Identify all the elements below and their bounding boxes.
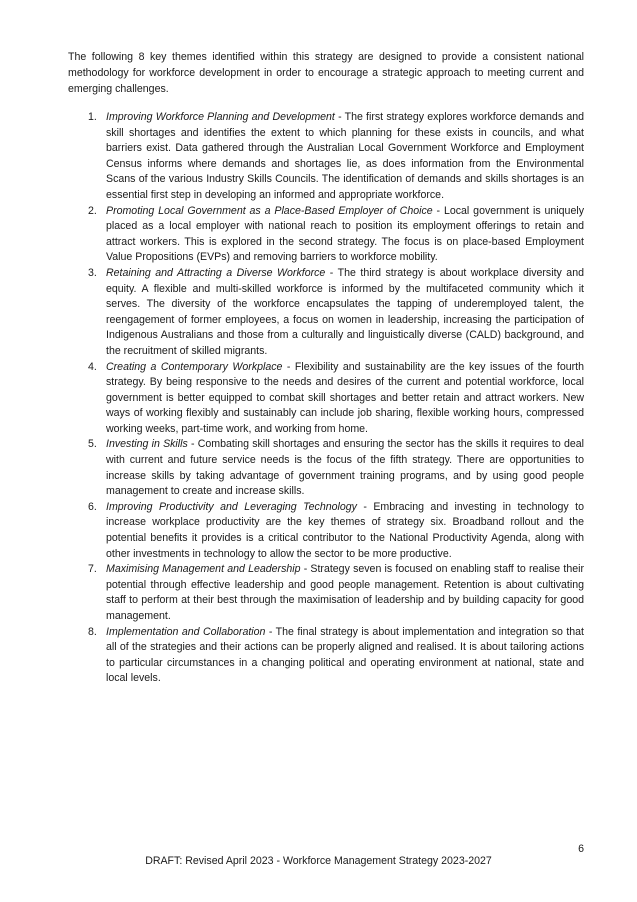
list-item-text: - Combating skill shortages and ensuring the sector has the skills it requires to deal with current and future service needs is the focus of the fifth strategy. There are opportunities to increase skills by taking advantage of government training programs, and by using good people management to create and increase skills.	[106, 438, 584, 498]
list-item-text: - Local government is uniquely placed as a local employer with national reach to position its employment offerings to retain and attract workers. This is explored in the second strategy. The focus is on place-based Employment Value Propositions (EVPs) and removing barriers to workforce mobility.	[106, 204, 584, 264]
list-item-text: - Flexibility and sustainability are the key issues of the fourth strategy. By being responsive to the needs and desires of the current and potential workforce, local government is better equipped to combat skill shortages and better retain and attract workers. New ways of working flexibly and sustainably can include job sharing, flexible working hours, compressed working weeks, part-time work, and working from home.	[106, 360, 584, 435]
list-item	[68, 360, 584, 438]
list-item	[68, 562, 584, 624]
list-item-title: Improving Workforce Planning and Development	[106, 111, 335, 123]
list-item	[68, 437, 584, 499]
page-number: 6	[578, 843, 584, 855]
document-page	[68, 49, 584, 687]
list-item-number: 2.	[88, 204, 97, 217]
list-item	[68, 266, 584, 360]
list-item-title: Maximising Management and Leadership	[106, 563, 301, 576]
list-item-text: - Strategy seven is focused on enabling staff to realise their potential through effective leadership and good people management. Retention is about cultivating staff to perform at their best through the maximisation of leadership and by building capacity for good management.	[106, 563, 584, 622]
list-item-title: Creating a Contemporary Workplace	[106, 360, 283, 373]
list-item-text: - The third strategy is about workplace diversity and equity. A flexible and multi-skilled workforce is informed by the multifaceted community which it serves. The diversity of the workforce encapsulates the tapping of underemployed talent, the reengagement of former employees, a focus on women in leadership, increasing the participation of Indigenous Australians and those from a culturally and linguistically diverse (CALD) background, and the recruitment of skilled migrants.	[106, 266, 584, 357]
list-item-number: 4.	[88, 360, 97, 373]
list-item-title: Improving Productivity and Leveraging Technology	[106, 500, 357, 513]
intro-paragraph: The following 8 key themes identified within this strategy are designed to provide a consistent national methodology for workforce development in order to encourage a strategic approach to meeting current and emerging challenges.	[68, 51, 584, 95]
list-item-number: 3.	[88, 266, 97, 279]
list-item-number: 7.	[88, 563, 97, 576]
list-item-text: - The first strategy explores workforce demands and skill shortages and identifies the extent to which planning for these exists in councils, and what barriers exist. Data gathered through the Australian Local Government Workforce and Employment Census informs where demands and shortages lie, as does information from the Environmental Scans of the various Industry Skills Councils. The identification of demands and skills shortages is an essential first step in developing an informed and appropriate workforce.	[106, 111, 584, 201]
list-item-title: Retaining and Attracting a Diverse Workforce	[106, 266, 326, 279]
list-item-number: 6.	[88, 500, 97, 513]
list-item-number: 8.	[88, 625, 97, 638]
themes-list	[68, 110, 584, 687]
list-item	[68, 625, 584, 687]
list-item-text: - Embracing and investing in technology to increase workplace productivity are the key themes of strategy six. Broadband rollout and the potential benefits it provides is a critical contributor to the National Productivity Agenda, along with other investments in technology to allow the sector to be more productive.	[106, 500, 585, 560]
list-item	[68, 500, 584, 562]
page-footer: DRAFT: Revised April 2023 - Workforce Management Strategy 2023-2027	[145, 855, 492, 867]
list-item-text: - The final strategy is about implementation and integration so that all of the strategies and their actions can be properly aligned and realised. It is about tailoring actions to particular circumstances in a changing political and operating environment at national, state and local levels.	[106, 625, 584, 685]
list-item-title: Investing in Skills	[106, 438, 188, 451]
list-item	[68, 204, 584, 266]
list-item-number: 1.	[88, 111, 97, 123]
list-item-title: Implementation and Collaboration	[106, 625, 266, 638]
list-item-title: Promoting Local Government as a Place-Based Employer of Choice	[106, 204, 433, 217]
list-item	[68, 110, 584, 204]
list-item-number: 5.	[88, 438, 97, 451]
